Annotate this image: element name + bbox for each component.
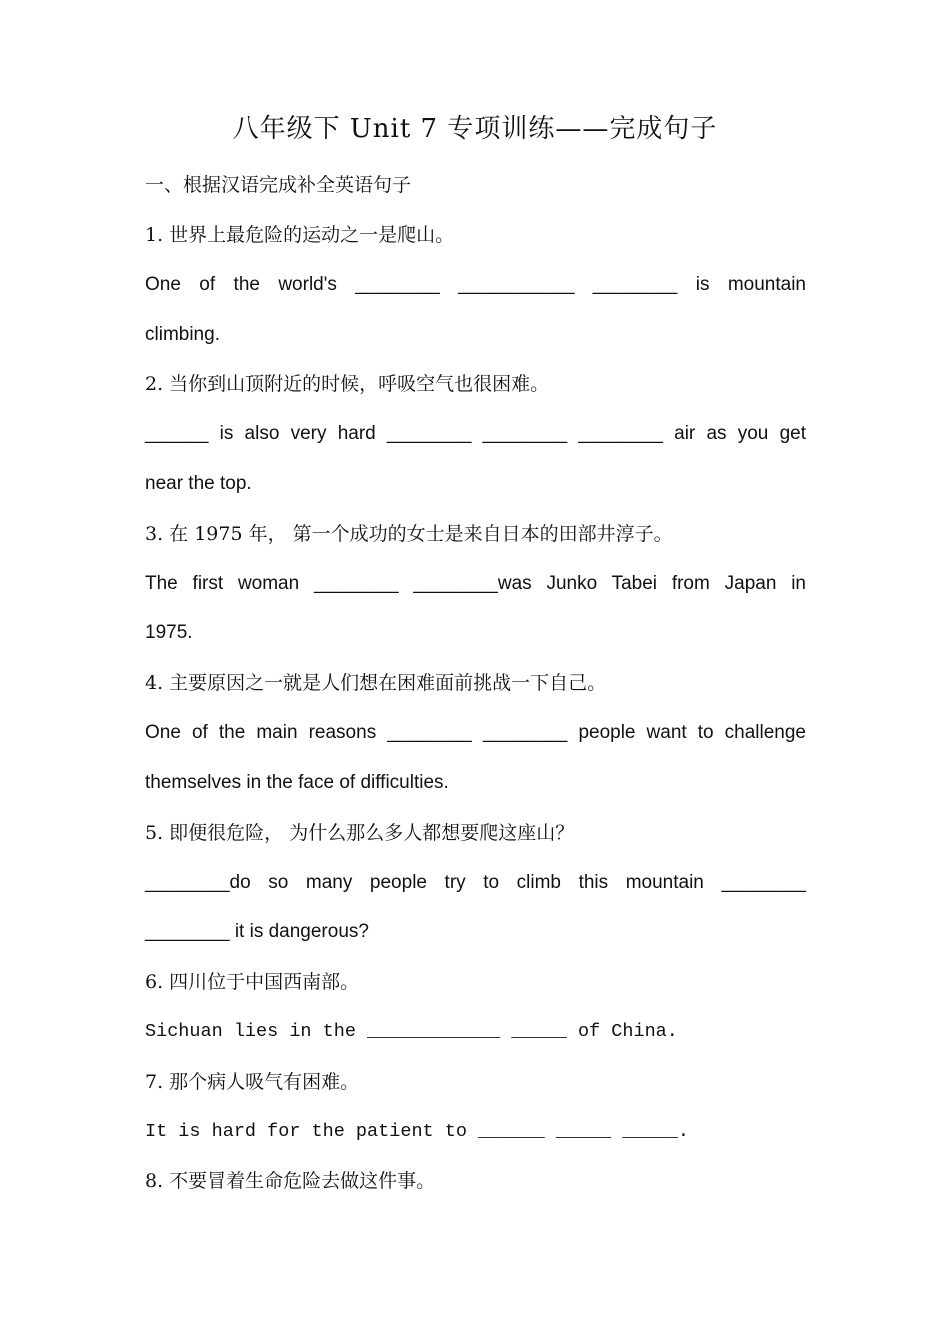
item-4-english-line1: One of the main reasons ________ ________ people want to challenge	[145, 722, 806, 743]
item-7-chinese: 7. 那个病人吸气有困难。	[145, 1071, 360, 1093]
item-2-chinese: 2. 当你到山顶附近的时候，呼吸空气也很困难。	[145, 373, 550, 395]
item-1-english-line2: climbing.	[145, 324, 220, 345]
item-5-chinese: 5. 即便很危险， 为什么那么多人都想要爬这座山？	[145, 822, 575, 844]
item-2-english-line1: ______ is also very hard ________ ________ ________ air as you get	[145, 423, 806, 444]
item-6-chinese: 6. 四川位于中国西南部。	[145, 971, 360, 993]
item-3-chinese: 3. 在 1975 年， 第一个成功的女士是来自日本的田部井淳子。	[145, 523, 673, 545]
item-4-chinese: 4. 主要原因之一就是人们想在困难面前挑战一下自己。	[145, 672, 607, 694]
item-2-english-line2: near the top.	[145, 473, 252, 494]
item-1-english-line1: One of the world's ________ ___________ ________ is mountain	[145, 274, 806, 295]
section-heading: 一、根据汉语完成补全英语句子	[145, 174, 412, 196]
item-3-english-line1: The first woman ________ ________was Junko Tabei from Japan in	[145, 573, 806, 594]
item-7-english-line1: It is hard for the patient to ______ _____ _____.	[145, 1121, 689, 1142]
page-title: 八年级下 Unit 7 专项训练——完成句子	[232, 114, 718, 144]
item-3-english-line2: 1975.	[145, 622, 193, 643]
item-6-english-line1: Sichuan lies in the ____________ _____ of China.	[145, 1021, 678, 1042]
item-5-english-line1: ________do so many people try to climb this mountain ________	[145, 872, 806, 893]
item-5-english-line2: ________ it is dangerous?	[145, 921, 369, 942]
item-8-chinese: 8. 不要冒着生命危险去做这件事。	[145, 1170, 436, 1192]
item-1-chinese: 1. 世界上最危险的运动之一是爬山。	[145, 224, 455, 246]
item-4-english-line2: themselves in the face of difficulties.	[145, 772, 449, 793]
